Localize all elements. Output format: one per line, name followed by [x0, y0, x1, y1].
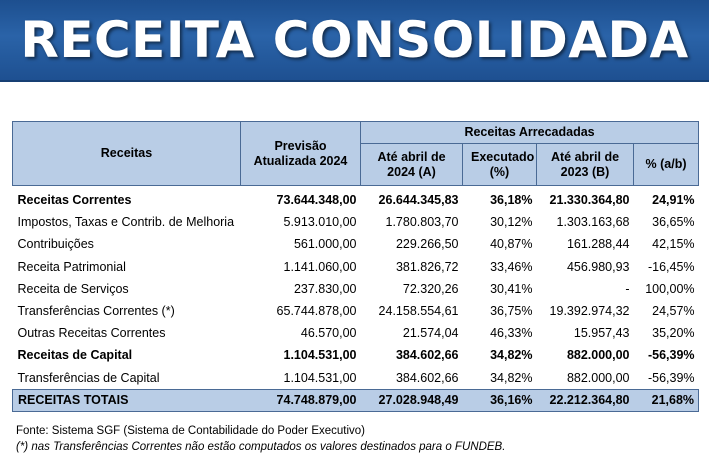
cell-pct-ab: 36,65% — [652, 215, 695, 230]
source-note: Fonte: Sistema SGF (Sistema de Contabilidade do Poder Executivo) — [16, 425, 366, 437]
cell-ate-abril-2023: 1.303.163,68 — [556, 215, 630, 230]
cell-executado: 33,46% — [490, 259, 533, 274]
header-ate-abril-2024: Até abril de 2024 (A) — [361, 144, 463, 186]
cell-pct-ab: 100,00% — [645, 281, 695, 296]
table-row-receitas-correntes — [13, 186, 699, 212]
cell-pct-ab: 24,91% — [652, 193, 695, 208]
cell-executado: 40,87% — [490, 237, 533, 252]
cell-pct-ab: 35,20% — [652, 326, 695, 341]
row-label: Outras Receitas Correntes — [17, 326, 166, 341]
header-previsao: Previsão Atualizada 2024 — [241, 122, 361, 186]
title-banner — [0, 0, 709, 82]
cell-executado: 30,41% — [490, 281, 533, 296]
table-row-transferencias-correntes — [13, 300, 699, 322]
revenue-table — [12, 121, 699, 412]
cell-executado: 30,12% — [490, 215, 533, 230]
cell-previsao: 73.644.348,00 — [276, 193, 357, 208]
table-row-receitas-capital — [13, 344, 699, 366]
table-row-impostos — [13, 211, 699, 233]
row-label: Receitas Correntes — [17, 193, 132, 208]
cell-ate-abril-2023: 882.000,00 — [566, 348, 630, 363]
cell-executado: 34,82% — [490, 370, 533, 385]
cell-ate-abril-2024: 24.158.554,61 — [378, 304, 459, 319]
cell-ate-abril-2023: - — [625, 281, 630, 296]
table-row-transferencias-capital — [13, 367, 699, 390]
cell-ate-abril-2024: 21.574,04 — [402, 326, 459, 341]
total-ate-abril-2024: 27.028.948,49 — [361, 389, 463, 411]
cell-previsao: 237.830,00 — [293, 281, 357, 296]
total-executado: 36,16% — [463, 389, 537, 411]
cell-executado: 36,18% — [490, 193, 533, 208]
cell-previsao: 46.570,00 — [300, 326, 357, 341]
header-pct-ab: % (a/b) — [634, 144, 699, 186]
cell-ate-abril-2024: 1.780.803,70 — [385, 215, 459, 230]
cell-previsao: 561.000,00 — [293, 237, 357, 252]
cell-executado: 46,33% — [490, 326, 533, 341]
table-row-outras-receitas — [13, 322, 699, 344]
total-ate-abril-2023: 22.212.364,80 — [537, 389, 634, 411]
cell-ate-abril-2023: 21.330.364,80 — [549, 193, 630, 208]
cell-previsao: 1.104.531,00 — [283, 370, 357, 385]
cell-ate-abril-2024: 384.602,66 — [395, 370, 459, 385]
cell-previsao: 1.104.531,00 — [283, 348, 357, 363]
row-label: Receita Patrimonial — [17, 259, 126, 274]
cell-previsao: 5.913.010,00 — [283, 215, 357, 230]
cell-ate-abril-2023: 161.288,44 — [566, 237, 630, 252]
row-label: Transferências Correntes (*) — [17, 304, 175, 319]
table-row-contribuicoes — [13, 233, 699, 255]
cell-pct-ab: 42,15% — [652, 237, 695, 252]
cell-executado: 34,82% — [490, 348, 533, 363]
cell-previsao: 1.141.060,00 — [283, 259, 357, 274]
cell-ate-abril-2024: 229.266,50 — [395, 237, 459, 252]
header-receitas: Receitas — [13, 122, 241, 186]
row-label: Transferências de Capital — [17, 370, 160, 385]
cell-pct-ab: -16,45% — [647, 259, 695, 274]
cell-ate-abril-2024: 72.320,26 — [402, 281, 459, 296]
cell-ate-abril-2023: 456.980,93 — [566, 259, 630, 274]
cell-pct-ab: 24,57% — [652, 304, 695, 319]
row-label: Receitas de Capital — [17, 348, 133, 363]
header-receitas-arrecadadas: Receitas Arrecadadas — [361, 122, 699, 144]
total-label: RECEITAS TOTAIS — [13, 389, 241, 411]
table-row-receita-servicos — [13, 278, 699, 300]
cell-executado: 36,75% — [490, 304, 533, 319]
cell-pct-ab: -56,39% — [647, 370, 695, 385]
row-label: Contribuições — [17, 237, 94, 252]
cell-ate-abril-2023: 15.957,43 — [573, 326, 630, 341]
cell-ate-abril-2024: 26.644.345,83 — [378, 193, 459, 208]
cell-previsao: 65.744.878,00 — [276, 304, 357, 319]
footnotes — [16, 423, 505, 455]
table-row-total — [13, 389, 699, 411]
header-ate-abril-2023: Até abril de 2023 (B) — [537, 144, 634, 186]
cell-ate-abril-2023: 19.392.974,32 — [549, 304, 630, 319]
row-label: Receita de Serviços — [17, 281, 129, 296]
total-previsao: 74.748.879,00 — [241, 389, 361, 411]
page-title: RECEITA CONSOLIDADA — [20, 11, 689, 69]
table-row-receita-patrimonial — [13, 256, 699, 278]
header-executado: Executado (%) — [463, 144, 537, 186]
revenue-table-container — [12, 121, 698, 412]
cell-ate-abril-2024: 384.602,66 — [395, 348, 459, 363]
total-pct-ab: 21,68% — [634, 389, 699, 411]
cell-ate-abril-2024: 381.826,72 — [395, 259, 459, 274]
cell-ate-abril-2023: 882.000,00 — [566, 370, 630, 385]
cell-pct-ab: -56,39% — [647, 348, 695, 363]
fundeb-note: (*) nas Transferências Correntes não estão computados os valores destinados para o FUNDEB. — [16, 441, 506, 453]
row-label: Impostos, Taxas e Contrib. de Melhoria — [17, 215, 235, 230]
